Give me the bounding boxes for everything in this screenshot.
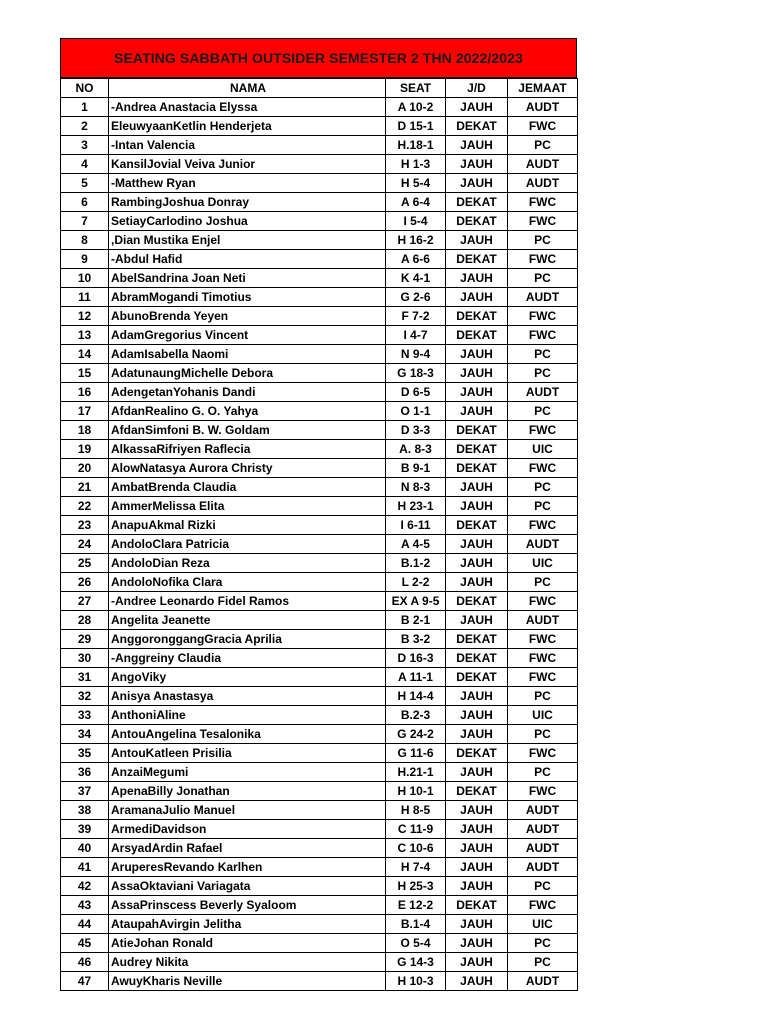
cell-nama: Anisya Anastasya (109, 687, 386, 706)
cell-seat: E 12-2 (386, 896, 446, 915)
cell-jemaat: AUDT (508, 858, 578, 877)
header-no: NO (61, 79, 109, 98)
cell-jemaat: AUDT (508, 839, 578, 858)
cell-jd: DEKAT (446, 649, 508, 668)
cell-jemaat: PC (508, 364, 578, 383)
table-row (61, 326, 578, 345)
cell-seat: C 11-9 (386, 820, 446, 839)
cell-nama: AmbatBrenda Claudia (109, 478, 386, 497)
cell-nama: AruperesRevando Karlhen (109, 858, 386, 877)
cell-no: 46 (61, 953, 109, 972)
cell-nama: AnthoniAline (109, 706, 386, 725)
table-row (61, 573, 578, 592)
cell-seat: K 4-1 (386, 269, 446, 288)
cell-no: 20 (61, 459, 109, 478)
cell-jd: DEKAT (446, 630, 508, 649)
cell-no: 21 (61, 478, 109, 497)
cell-jd: DEKAT (446, 744, 508, 763)
cell-seat: A 6-6 (386, 250, 446, 269)
table-row (61, 953, 578, 972)
cell-jemaat: AUDT (508, 611, 578, 630)
cell-jd: DEKAT (446, 896, 508, 915)
table-row (61, 345, 578, 364)
header-row (61, 79, 578, 98)
cell-no: 18 (61, 421, 109, 440)
cell-seat: A 11-1 (386, 668, 446, 687)
header-nama: NAMA (109, 79, 386, 98)
cell-jd: JAUH (446, 611, 508, 630)
cell-no: 45 (61, 934, 109, 953)
cell-no: 33 (61, 706, 109, 725)
cell-jd: JAUH (446, 288, 508, 307)
cell-no: 38 (61, 801, 109, 820)
cell-seat: A 6-4 (386, 193, 446, 212)
cell-seat: A 10-2 (386, 98, 446, 117)
cell-jemaat: UIC (508, 554, 578, 573)
cell-nama: AntouAngelina Tesalonika (109, 725, 386, 744)
table-row (61, 459, 578, 478)
cell-nama: -Abdul Hafid (109, 250, 386, 269)
cell-nama: -Andree Leonardo Fidel Ramos (109, 592, 386, 611)
cell-nama: AmmerMelissa Elita (109, 497, 386, 516)
cell-seat: C 10-6 (386, 839, 446, 858)
cell-jd: JAUH (446, 231, 508, 250)
cell-nama: AfdanRealino G. O. Yahya (109, 402, 386, 421)
cell-jemaat: AUDT (508, 383, 578, 402)
cell-jd: DEKAT (446, 440, 508, 459)
sheet-title: SEATING SABBATH OUTSIDER SEMESTER 2 THN 2022/2023 (114, 50, 523, 66)
table-row (61, 155, 578, 174)
cell-no: 34 (61, 725, 109, 744)
table-row (61, 421, 578, 440)
cell-no: 7 (61, 212, 109, 231)
table-row (61, 307, 578, 326)
cell-jd: JAUH (446, 535, 508, 554)
cell-seat: A. 8-3 (386, 440, 446, 459)
table-row (61, 877, 578, 896)
cell-seat: B 9-1 (386, 459, 446, 478)
cell-jemaat: UIC (508, 440, 578, 459)
cell-nama: ApenaBilly Jonathan (109, 782, 386, 801)
cell-no: 22 (61, 497, 109, 516)
title-bar (60, 38, 577, 78)
cell-no: 17 (61, 402, 109, 421)
cell-nama: AramanaJulio Manuel (109, 801, 386, 820)
cell-no: 8 (61, 231, 109, 250)
cell-jd: JAUH (446, 801, 508, 820)
cell-jemaat: FWC (508, 668, 578, 687)
cell-nama: AwuyKharis Neville (109, 972, 386, 991)
cell-no: 5 (61, 174, 109, 193)
cell-jd: JAUH (446, 934, 508, 953)
cell-seat: H 25-3 (386, 877, 446, 896)
cell-jd: JAUH (446, 383, 508, 402)
cell-jemaat: FWC (508, 326, 578, 345)
cell-seat: G 18-3 (386, 364, 446, 383)
cell-jemaat: FWC (508, 649, 578, 668)
cell-nama: AbelSandrina Joan Neti (109, 269, 386, 288)
cell-jemaat: AUDT (508, 174, 578, 193)
cell-seat: B 3-2 (386, 630, 446, 649)
cell-jd: DEKAT (446, 782, 508, 801)
header-jemaat: JEMAAT (508, 79, 578, 98)
cell-jd: JAUH (446, 402, 508, 421)
table-row (61, 896, 578, 915)
table-row (61, 972, 578, 991)
cell-no: 31 (61, 668, 109, 687)
cell-jd: DEKAT (446, 421, 508, 440)
cell-nama: AndoloNofika Clara (109, 573, 386, 592)
cell-jemaat: FWC (508, 630, 578, 649)
table-row (61, 554, 578, 573)
cell-no: 27 (61, 592, 109, 611)
table-row (61, 288, 578, 307)
cell-jd: JAUH (446, 915, 508, 934)
cell-no: 41 (61, 858, 109, 877)
cell-jd: DEKAT (446, 592, 508, 611)
cell-jd: JAUH (446, 972, 508, 991)
cell-jemaat: FWC (508, 782, 578, 801)
cell-no: 30 (61, 649, 109, 668)
table-row (61, 269, 578, 288)
table-row (61, 497, 578, 516)
cell-nama: ArsyadArdin Rafael (109, 839, 386, 858)
cell-no: 1 (61, 98, 109, 117)
cell-nama: AndoloClara Patricia (109, 535, 386, 554)
table-row (61, 383, 578, 402)
cell-seat: B.1-2 (386, 554, 446, 573)
table-row (61, 250, 578, 269)
cell-jemaat: PC (508, 953, 578, 972)
cell-seat: I 4-7 (386, 326, 446, 345)
table-row (61, 611, 578, 630)
cell-no: 35 (61, 744, 109, 763)
cell-jd: JAUH (446, 858, 508, 877)
cell-jd: JAUH (446, 478, 508, 497)
header-jd: J/D (446, 79, 508, 98)
cell-nama: AtieJohan Ronald (109, 934, 386, 953)
cell-jemaat: UIC (508, 915, 578, 934)
cell-jemaat: PC (508, 478, 578, 497)
table-row (61, 136, 578, 155)
cell-no: 42 (61, 877, 109, 896)
cell-seat: H 8-5 (386, 801, 446, 820)
cell-jemaat: PC (508, 231, 578, 250)
cell-nama: AssaOktaviani Variagata (109, 877, 386, 896)
table-row (61, 801, 578, 820)
cell-jd: DEKAT (446, 212, 508, 231)
cell-jd: DEKAT (446, 326, 508, 345)
cell-nama: -Anggreiny Claudia (109, 649, 386, 668)
cell-no: 19 (61, 440, 109, 459)
cell-nama: KansilJovial Veiva Junior (109, 155, 386, 174)
cell-nama: AntouKatleen Prisilia (109, 744, 386, 763)
cell-seat: N 9-4 (386, 345, 446, 364)
cell-jemaat: PC (508, 136, 578, 155)
table-row (61, 649, 578, 668)
cell-no: 39 (61, 820, 109, 839)
cell-jemaat: PC (508, 573, 578, 592)
cell-jemaat: FWC (508, 307, 578, 326)
cell-nama: AlkassaRifriyen Raflecia (109, 440, 386, 459)
table-row (61, 858, 578, 877)
cell-no: 23 (61, 516, 109, 535)
cell-jd: DEKAT (446, 250, 508, 269)
table-row (61, 516, 578, 535)
cell-no: 15 (61, 364, 109, 383)
cell-jemaat: FWC (508, 592, 578, 611)
cell-no: 3 (61, 136, 109, 155)
cell-jemaat: AUDT (508, 801, 578, 820)
cell-nama: ,Dian Mustika Enjel (109, 231, 386, 250)
cell-nama: AtaupahAvirgin Jelitha (109, 915, 386, 934)
cell-seat: B.2-3 (386, 706, 446, 725)
cell-jd: DEKAT (446, 117, 508, 136)
cell-seat: I 5-4 (386, 212, 446, 231)
seating-sheet (60, 38, 577, 991)
cell-jemaat: PC (508, 497, 578, 516)
cell-no: 26 (61, 573, 109, 592)
table-body (61, 98, 578, 991)
cell-jemaat: FWC (508, 421, 578, 440)
cell-no: 37 (61, 782, 109, 801)
cell-nama: ArmediDavidson (109, 820, 386, 839)
cell-jd: JAUH (446, 953, 508, 972)
cell-jemaat: AUDT (508, 535, 578, 554)
cell-seat: D 16-3 (386, 649, 446, 668)
cell-seat: G 2-6 (386, 288, 446, 307)
cell-jemaat: FWC (508, 459, 578, 478)
cell-nama: -Intan Valencia (109, 136, 386, 155)
table-row (61, 440, 578, 459)
cell-seat: H 14-4 (386, 687, 446, 706)
cell-seat: N 8-3 (386, 478, 446, 497)
table-row (61, 706, 578, 725)
table-row (61, 763, 578, 782)
table-row (61, 98, 578, 117)
table-row (61, 687, 578, 706)
table-row (61, 364, 578, 383)
cell-nama: AnapuAkmal Rizki (109, 516, 386, 535)
cell-jemaat: PC (508, 934, 578, 953)
cell-jemaat: FWC (508, 744, 578, 763)
cell-nama: AndoloDian Reza (109, 554, 386, 573)
table-row (61, 725, 578, 744)
cell-jemaat: AUDT (508, 820, 578, 839)
cell-jemaat: PC (508, 877, 578, 896)
cell-no: 43 (61, 896, 109, 915)
cell-jd: JAUH (446, 269, 508, 288)
cell-jd: DEKAT (446, 307, 508, 326)
cell-jd: JAUH (446, 497, 508, 516)
table-row (61, 782, 578, 801)
cell-jemaat: PC (508, 269, 578, 288)
cell-no: 25 (61, 554, 109, 573)
cell-nama: AfdanSimfoni B. W. Goldam (109, 421, 386, 440)
cell-jemaat: FWC (508, 516, 578, 535)
cell-nama: AbunoBrenda Yeyen (109, 307, 386, 326)
cell-jd: JAUH (446, 573, 508, 592)
cell-seat: H 1-3 (386, 155, 446, 174)
cell-seat: B 2-1 (386, 611, 446, 630)
cell-no: 32 (61, 687, 109, 706)
table-row (61, 744, 578, 763)
cell-seat: D 15-1 (386, 117, 446, 136)
cell-seat: H 10-1 (386, 782, 446, 801)
cell-seat: H 5-4 (386, 174, 446, 193)
cell-jd: JAUH (446, 364, 508, 383)
table-row (61, 820, 578, 839)
cell-no: 28 (61, 611, 109, 630)
cell-nama: AnggoronggangGracia Aprilia (109, 630, 386, 649)
table-row (61, 915, 578, 934)
cell-no: 36 (61, 763, 109, 782)
seating-table (60, 78, 578, 991)
cell-nama: AdamGregorius Vincent (109, 326, 386, 345)
cell-jemaat: FWC (508, 212, 578, 231)
cell-no: 12 (61, 307, 109, 326)
table-row (61, 592, 578, 611)
table-row (61, 668, 578, 687)
cell-jemaat: FWC (508, 193, 578, 212)
cell-no: 11 (61, 288, 109, 307)
cell-seat: G 14-3 (386, 953, 446, 972)
cell-seat: D 3-3 (386, 421, 446, 440)
cell-seat: H 7-4 (386, 858, 446, 877)
table-row (61, 839, 578, 858)
cell-jemaat: AUDT (508, 98, 578, 117)
cell-seat: H.18-1 (386, 136, 446, 155)
cell-seat: H 23-1 (386, 497, 446, 516)
cell-nama: AssaPrinscess Beverly Syaloom (109, 896, 386, 915)
cell-nama: AdatunaungMichelle Debora (109, 364, 386, 383)
cell-nama: -Matthew Ryan (109, 174, 386, 193)
cell-jd: DEKAT (446, 668, 508, 687)
table-row (61, 478, 578, 497)
cell-nama: EleuwyaanKetlin Henderjeta (109, 117, 386, 136)
table-row (61, 193, 578, 212)
cell-jemaat: PC (508, 725, 578, 744)
cell-nama: AnzaiMegumi (109, 763, 386, 782)
cell-no: 14 (61, 345, 109, 364)
cell-jemaat: AUDT (508, 972, 578, 991)
cell-no: 40 (61, 839, 109, 858)
cell-nama: AdamIsabella Naomi (109, 345, 386, 364)
cell-seat: H.21-1 (386, 763, 446, 782)
cell-jd: DEKAT (446, 459, 508, 478)
cell-no: 47 (61, 972, 109, 991)
cell-seat: L 2-2 (386, 573, 446, 592)
table-row (61, 402, 578, 421)
table-row (61, 212, 578, 231)
cell-seat: H 16-2 (386, 231, 446, 250)
header-seat: SEAT (386, 79, 446, 98)
cell-jd: JAUH (446, 839, 508, 858)
cell-jemaat: AUDT (508, 155, 578, 174)
cell-jd: JAUH (446, 554, 508, 573)
cell-jd: JAUH (446, 155, 508, 174)
cell-jemaat: FWC (508, 117, 578, 136)
cell-jemaat: PC (508, 763, 578, 782)
cell-nama: AdengetanYohanis Dandi (109, 383, 386, 402)
cell-seat: B.1-4 (386, 915, 446, 934)
cell-no: 16 (61, 383, 109, 402)
cell-nama: Angelita Jeanette (109, 611, 386, 630)
cell-jd: JAUH (446, 877, 508, 896)
cell-jemaat: PC (508, 687, 578, 706)
cell-jd: JAUH (446, 136, 508, 155)
cell-seat: EX A 9-5 (386, 592, 446, 611)
cell-nama: Audrey Nikita (109, 953, 386, 972)
cell-nama: AbramMogandi Timotius (109, 288, 386, 307)
cell-no: 10 (61, 269, 109, 288)
cell-nama: AlowNatasya Aurora Christy (109, 459, 386, 478)
cell-seat: H 10-3 (386, 972, 446, 991)
cell-jd: JAUH (446, 98, 508, 117)
cell-nama: SetiayCarlodino Joshua (109, 212, 386, 231)
cell-seat: D 6-5 (386, 383, 446, 402)
table-row (61, 535, 578, 554)
cell-jd: DEKAT (446, 516, 508, 535)
cell-seat: A 4-5 (386, 535, 446, 554)
cell-seat: F 7-2 (386, 307, 446, 326)
cell-no: 6 (61, 193, 109, 212)
cell-seat: O 5-4 (386, 934, 446, 953)
cell-no: 29 (61, 630, 109, 649)
cell-seat: G 11-6 (386, 744, 446, 763)
cell-seat: O 1-1 (386, 402, 446, 421)
cell-jemaat: PC (508, 402, 578, 421)
cell-jd: DEKAT (446, 193, 508, 212)
cell-jemaat: UIC (508, 706, 578, 725)
cell-no: 44 (61, 915, 109, 934)
cell-jd: JAUH (446, 687, 508, 706)
cell-jd: JAUH (446, 820, 508, 839)
cell-jd: JAUH (446, 725, 508, 744)
cell-no: 2 (61, 117, 109, 136)
table-row (61, 174, 578, 193)
cell-nama: RambingJoshua Donray (109, 193, 386, 212)
cell-jemaat: AUDT (508, 288, 578, 307)
cell-jemaat: PC (508, 345, 578, 364)
cell-no: 9 (61, 250, 109, 269)
cell-jemaat: FWC (508, 896, 578, 915)
cell-nama: AngoViky (109, 668, 386, 687)
table-row (61, 630, 578, 649)
table-row (61, 117, 578, 136)
cell-no: 4 (61, 155, 109, 174)
cell-jd: JAUH (446, 174, 508, 193)
cell-jd: JAUH (446, 706, 508, 725)
cell-no: 24 (61, 535, 109, 554)
cell-seat: G 24-2 (386, 725, 446, 744)
table-row (61, 231, 578, 250)
cell-jemaat: FWC (508, 250, 578, 269)
table-row (61, 934, 578, 953)
cell-jd: JAUH (446, 763, 508, 782)
cell-seat: I 6-11 (386, 516, 446, 535)
cell-nama: -Andrea Anastacia Elyssa (109, 98, 386, 117)
cell-jd: JAUH (446, 345, 508, 364)
cell-no: 13 (61, 326, 109, 345)
